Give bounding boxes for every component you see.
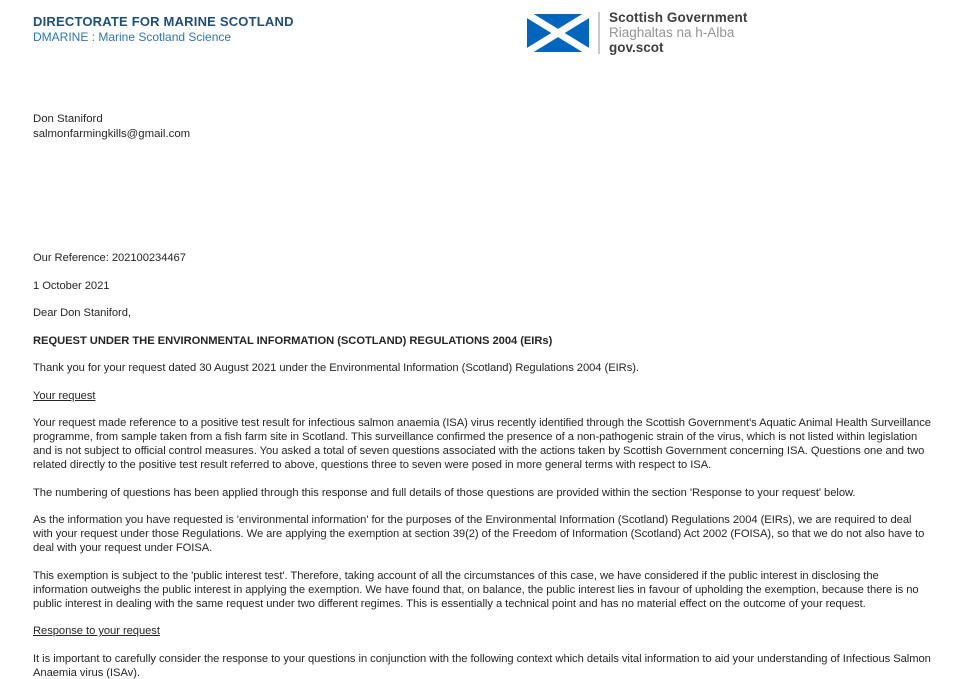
letter-body [33, 251, 933, 679]
your-request-paragraph-4: This exemption is subject to the 'public interest test'. Therefore, taking account of all the circumstances of this case, we have considered if the public interest in disclosing the information outweighs the public interest in applying the exemption. We have found that, on balance, the public interest lies in favour of upholding the exemption, because there is no public interest in dealing with the same request under two different regimes. This is essentially a technical point and has no material effect on the outcome of your request. [33, 569, 919, 610]
logo-wordmark [609, 10, 747, 55]
your-request-paragraph-3: As the information you have requested is 'environmental information' for the purposes of the Environmental Information (Scotland) Regulations 2004 (EIRs), we are required to deal with your request under those Regulations. We are applying the exemption at section 39(2) of the Freedom of Information (Scotland) Act 2002 (FOISA), so that we do not also have to deal with your request under FOISA. [33, 514, 925, 554]
recipient-name: Don Staniford [33, 113, 103, 125]
your-request-paragraph-2: The numbering of questions has been applied through this response and full details of those questions are provided within the section 'Response to your request' below. [33, 486, 856, 499]
scottish-government-logo [527, 10, 747, 55]
your-request-paragraph-1: Your request made reference to a positive test result for infectious salmon anaemia (ISA) virus recently identified through the Scottish Government's Aquatic Animal Health Surveillance programme, from sample taken from a fish farm site in Scotland. This surveillance confirmed the presence of a non-pathogenic strain of the virus, which is not listed within legislation and is not subject to official control measures. You asked a total of seven questions associated with the actions taken by Scottish Government concerning ISA. Questions one and two related directly to the positive test result referred to above, questions three to seven were posed in more general terms with respect to ISA. [33, 417, 931, 471]
logo-title: Scottish Government [609, 10, 748, 25]
directorate-subtitle: DMARINE : Marine Scotland Science [33, 30, 232, 44]
salutation-line: Dear Don Staniford, [33, 307, 131, 319]
logo-divider [598, 12, 600, 54]
logo-domain: gov.scot [609, 40, 664, 55]
logo-gaelic-title: Riaghaltas na h-Alba [609, 25, 735, 40]
subject-line: REQUEST UNDER THE ENVIRONMENTAL INFORMATION (SCOTLAND) REGULATIONS 2004 (EIRs) [33, 334, 553, 347]
section-heading-response: Response to your request [33, 625, 160, 637]
letterhead [0, 0, 966, 55]
reference-line: Our Reference: 202100234467 [33, 252, 186, 264]
section-heading-your-request: Your request [33, 389, 96, 402]
date-line: 1 October 2021 [33, 279, 110, 292]
saltire-flag-icon [527, 14, 589, 52]
directorate-block [33, 14, 933, 45]
directorate-title: DIRECTORATE FOR MARINE SCOTLAND [33, 14, 294, 29]
recipient-email: salmonfarmingkills@gmail.com [33, 127, 191, 140]
recipient-block [33, 112, 933, 141]
response-context-paragraph: It is important to carefully consider the response to your questions in conjunction with the following context which details vital information to aid your understanding of Infectious Salmon Anaemia virus (ISAv). [33, 652, 931, 679]
acknowledgement-paragraph: Thank you for your request dated 30 August 2021 under the Environmental Information (Scotland) Regulations 2004 (EIRs). [33, 362, 639, 374]
